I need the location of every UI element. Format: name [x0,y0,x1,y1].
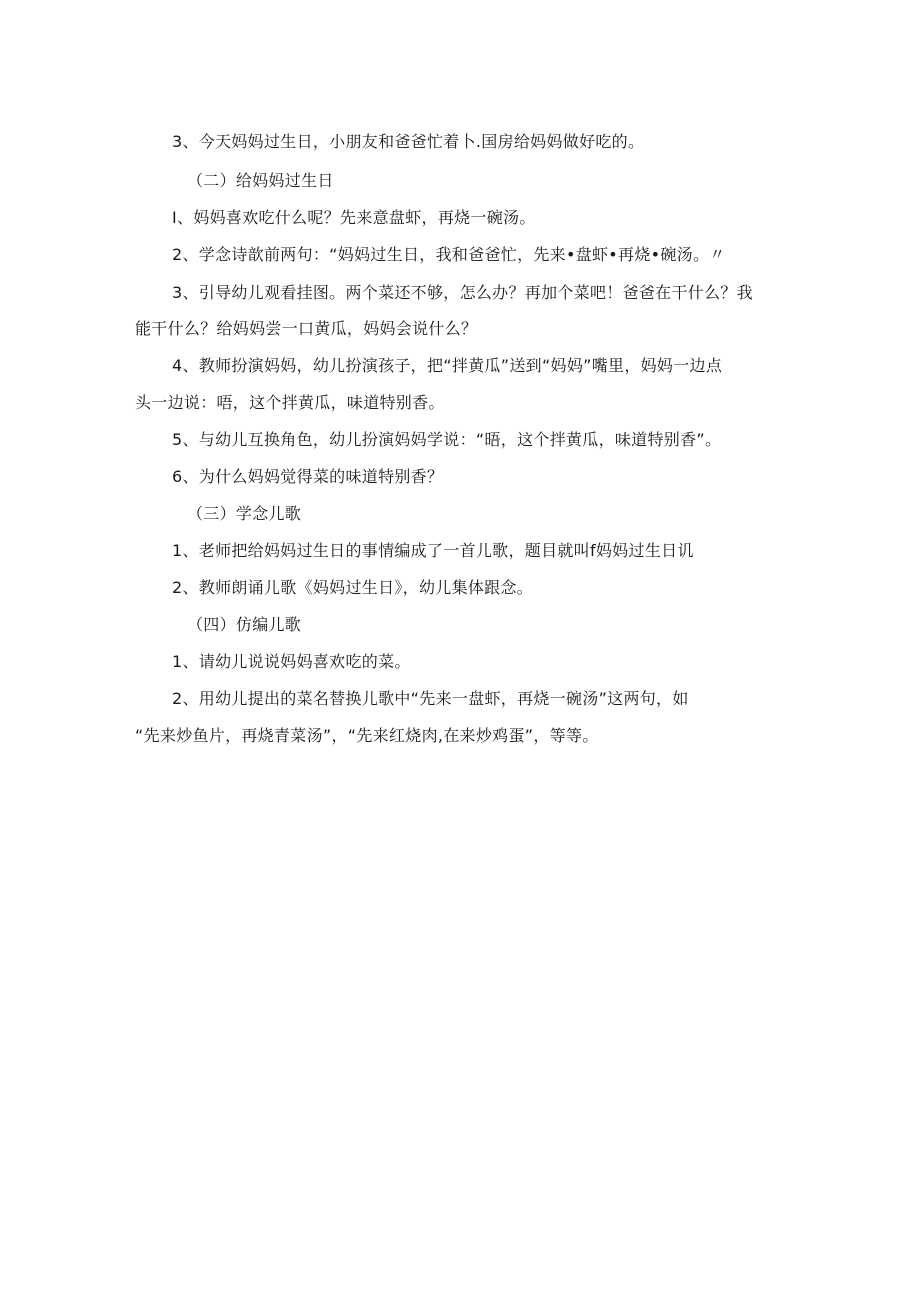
paragraph-line: “先来炒鱼片，再烧青菜汤”，“先来红烧肉,在来炒鸡蛋”，等等。 [135,726,599,745]
paragraph-line: 6、为什么妈妈觉得菜的味道特别香？ [172,467,444,486]
paragraph-line: 能干什么？给妈妈尝一口黄瓜，妈妈会说什么？ [135,319,478,338]
paragraph-line: I、妈妈喜欢吃什么呢？先来意盘虾，再烧一碗汤。 [172,208,536,227]
paragraph-line: 2、教师朗诵儿歌《妈妈过生日》，幼儿集体跟念。 [172,578,534,597]
paragraph-line: 3、引导幼儿观看挂图。两个菜还不够，怎么办？再加个菜吧！爸爸在干什么？我 [172,283,753,302]
paragraph-line: 3、今天妈妈过生日，小朋友和爸爸忙着卜.国房给妈妈做好吃的。 [172,132,645,151]
paragraph-line: 4、教师扮演妈妈，幼儿扮演孩子，把“拌黄瓜”送到“妈妈”嘴里，妈妈一边点 [172,356,723,375]
paragraph-line: 1、请幼儿说说妈妈喜欢吃的菜。 [172,652,411,671]
paragraph-line: 2、用幼儿提出的菜名替换儿歌中“先来一盘虾，再烧一碗汤”这两句，如 [172,689,689,708]
paragraph-line: 2、学念诗歆前两句：“妈妈过生日，我和爸爸忙，先来•盘虾•再烧•碗汤。〃 [172,245,726,264]
paragraph-line: 头一边说：唔，这个拌黄瓜，味道特别香。 [135,393,445,412]
paragraph-line: 5、与幼儿互换角色，幼儿扮演妈妈学说：“晤，这个拌黄瓜，味道特别香”。 [172,430,722,449]
section-heading: （三）学念儿歌 [187,504,302,523]
section-heading: （二）给妈妈过生日 [187,171,334,190]
paragraph-line: 1、老师把给妈妈过生日的事情编成了一首儿歌，题目就叫f妈妈过生日讥 [172,541,694,560]
section-heading: （四）仿编儿歌 [187,615,302,634]
